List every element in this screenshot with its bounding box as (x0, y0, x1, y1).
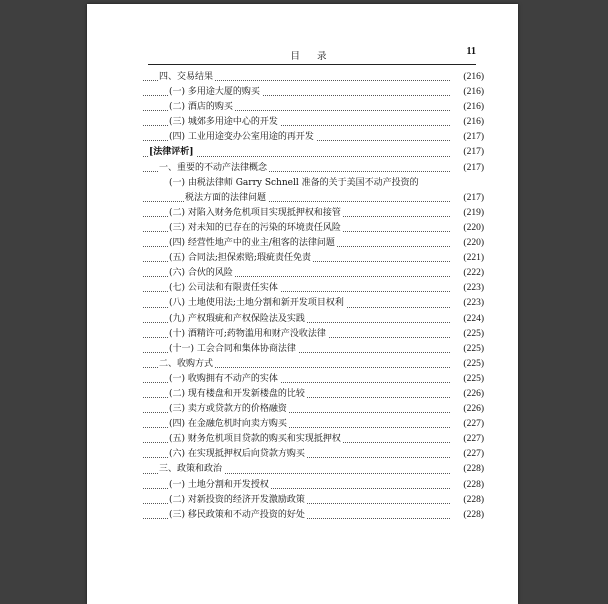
toc-entry-title: (七) 公司法和有限责任实体 (169, 281, 280, 296)
toc-entry-page: (227) (460, 432, 484, 447)
toc-entry (143, 221, 484, 236)
toc-entry-title: (一) 收购拥有不动产的实体 (169, 372, 280, 387)
table-of-contents (143, 70, 484, 523)
toc-entry (143, 372, 484, 387)
document-page (87, 4, 518, 604)
toc-entry-title: (一) 由税法律师 Garry Schnell 准备的关于美国不动产投资的 (169, 176, 421, 191)
toc-entry (143, 357, 484, 372)
toc-entry (143, 251, 484, 266)
toc-entry-page: (228) (460, 493, 484, 508)
toc-entry-title: 一、重要的不动产法律概念 (159, 161, 269, 176)
toc-entry-title: (八) 土地使用法;土地分割和新开发项目权利 (169, 296, 346, 311)
toc-entry-title: (三) 对未知的已存在的污染的环境责任风险 (169, 221, 343, 236)
toc-entry (143, 417, 484, 432)
toc-entry-title: (六) 在实现抵押权后向贷款方购买 (169, 447, 307, 462)
toc-entry-page: (220) (460, 221, 484, 236)
toc-entry-page: (224) (460, 312, 484, 327)
toc-entry-page: (222) (460, 266, 484, 281)
toc-entry (143, 176, 484, 191)
toc-entry-page: (216) (460, 100, 484, 115)
toc-entry-page: (228) (460, 478, 484, 493)
toc-entry-title: (四) 在金融危机时向卖方购买 (169, 417, 289, 432)
toc-entry (143, 432, 484, 447)
toc-entry (143, 447, 484, 462)
toc-entry (143, 493, 484, 508)
toc-entry (143, 508, 484, 523)
toc-entry-title: (三) 城郊多用途中心的开发 (169, 115, 280, 130)
toc-entry (143, 281, 484, 296)
toc-entry-page: (217) (460, 145, 484, 160)
toc-entry-title: (二) 对新投资的经济开发激励政策 (169, 493, 307, 508)
toc-entry-page: (216) (460, 115, 484, 130)
toc-entry (143, 342, 484, 357)
toc-entry (143, 130, 484, 145)
toc-entry-title: (四) 工业用途变办公室用途的再开发 (169, 130, 316, 145)
toc-entry (143, 161, 484, 176)
toc-entry-page: (226) (460, 402, 484, 417)
page-header (148, 48, 476, 65)
toc-entry-page: (227) (460, 417, 484, 432)
toc-entry (143, 462, 484, 477)
toc-entry-title: (五) 财务危机项目贷款的购买和实现抵押权 (169, 432, 343, 447)
toc-entry-title: 四、交易结果 (159, 70, 215, 85)
toc-entry-title: 税法方面的法律问题 (185, 191, 268, 206)
toc-entry-title: (九) 产权瑕疵和产权保险法及实践 (169, 312, 307, 327)
toc-entry-title: (十一) 工会合同和集体协商法律 (169, 342, 298, 357)
toc-entry-title: (二) 酒店的购买 (169, 100, 235, 115)
toc-entry (143, 206, 484, 221)
toc-entry-page: (228) (460, 508, 484, 523)
toc-entry-page: (223) (460, 296, 484, 311)
toc-entry-title: (三) 移民政策和不动产投资的好处 (169, 508, 307, 523)
toc-entry-page: (221) (460, 251, 484, 266)
toc-entry-title: (六) 合伙的风险 (169, 266, 235, 281)
toc-entry-page: (219) (460, 206, 484, 221)
toc-entry-page: (228) (460, 462, 484, 477)
toc-entry-page: (216) (460, 85, 484, 100)
toc-entry (143, 85, 484, 100)
toc-entry-page: (226) (460, 387, 484, 402)
toc-entry (143, 145, 484, 160)
header-title: 目 录 (290, 51, 334, 62)
toc-entry-title: (二) 对陷入财务危机项目实现抵押权和接管 (169, 206, 343, 221)
toc-entry (143, 266, 484, 281)
toc-entry-title: (四) 经营性地产中的业主/租客的法律问题 (169, 236, 337, 251)
toc-entry (143, 236, 484, 251)
toc-entry-page: (225) (460, 372, 484, 387)
toc-entry-page: (225) (460, 357, 484, 372)
header-page-number: 11 (466, 46, 476, 57)
toc-entry (143, 191, 484, 206)
toc-entry-title: (一) 土地分割和开发授权 (169, 478, 271, 493)
toc-entry-page: (225) (460, 342, 484, 357)
toc-entry-title: [法律评析] (149, 145, 196, 160)
toc-entry-page: (217) (460, 161, 484, 176)
toc-entry (143, 402, 484, 417)
toc-entry-title: (三) 卖方或贷款方的价格融资 (169, 402, 289, 417)
toc-entry (143, 115, 484, 130)
toc-entry (143, 327, 484, 342)
toc-entry-page: (223) (460, 281, 484, 296)
toc-entry (143, 100, 484, 115)
toc-entry (143, 312, 484, 327)
toc-entry-page: (217) (460, 191, 484, 206)
toc-entry (143, 478, 484, 493)
toc-entry-page: (220) (460, 236, 484, 251)
toc-entry (143, 70, 484, 85)
toc-entry-title: 二、收购方式 (159, 357, 215, 372)
toc-entry-title: (二) 现有楼盘和开发新楼盘的比较 (169, 387, 307, 402)
toc-entry-page: (217) (460, 130, 484, 145)
toc-entry-page: (225) (460, 327, 484, 342)
toc-entry-title: (一) 多用途大厦的购买 (169, 85, 262, 100)
toc-entry-page: (227) (460, 447, 484, 462)
toc-entry-page: (216) (460, 70, 484, 85)
toc-entry (143, 387, 484, 402)
toc-entry (143, 296, 484, 311)
toc-entry-title: (十) 酒精许可;药物滥用和财产没收法律 (169, 327, 328, 342)
toc-entry-title: (五) 合同法;担保索赔;瑕疵责任免责 (169, 251, 313, 266)
toc-entry-title: 三、政策和政治 (159, 462, 224, 477)
